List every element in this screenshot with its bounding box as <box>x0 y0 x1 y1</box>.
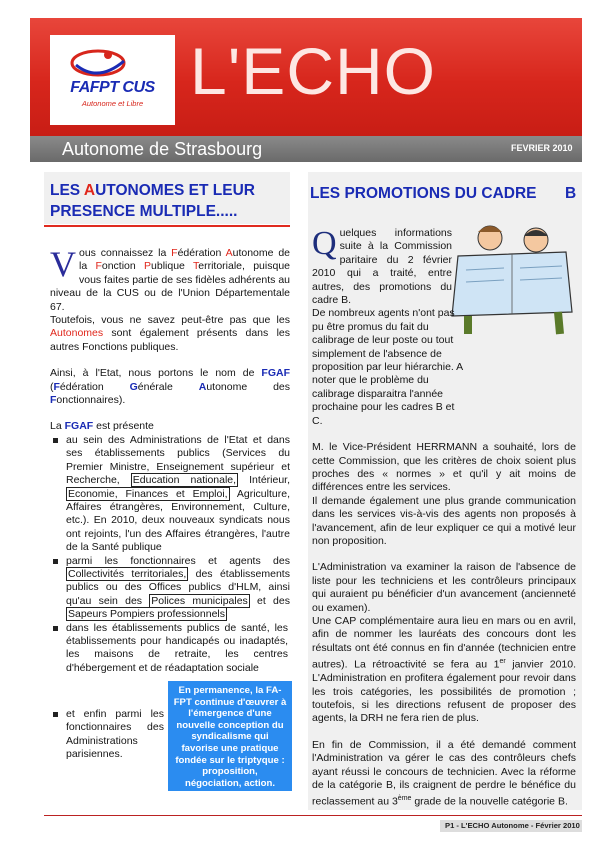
list-item: dans les établissements publics de santé, les établissements pour handicapés ou inadaptés, les maisons de retraite, les centres d'hébergement et de réadaptation sociale <box>50 622 290 676</box>
newsletter-subtitle: Autonome de Strasbourg <box>62 139 263 159</box>
presence-list <box>50 434 290 675</box>
newsletter-title: L'ECHO <box>190 34 436 108</box>
right-paragraph-5: Une CAP complémentaire aura lieu en mars ou en avril, afin de nommer les lauréats des concours dont les résultats ont été connus en fin d'année (technicien entre autres). La rétroactivité se fera au 1er janvier 2010. L'Administration en profitera également pour revoir dans les trois catégories, les possibilités de promotion ; toutefois, si les directions refusent de proposer des agents, la DRH ne fera rien de plus. <box>312 614 577 725</box>
left-last-bullet <box>50 708 164 762</box>
left-article-body <box>50 244 290 675</box>
right-paragraph-4: L'Administration va examiner la raison de l'absence de liste pour les techniciens et les contrôleurs principaux qui auraient pu bénéficier d'un avancement (ancienneté ou examen). <box>312 561 576 614</box>
paragraph-2: Toutefois, vous ne savez peut-être pas que les Autonomes sont également présents dans les autres Fonctions publiques. <box>50 314 290 353</box>
logo-tagline: Autonome et Libre <box>81 99 144 108</box>
right-article-body <box>312 227 576 809</box>
paragraph-3: Ainsi, à l'Etat, nous portons le nom de FGAF (Fédération Générale Autonome des Fonctionnaires). <box>50 367 290 407</box>
left-heading: LES AUTONOMES ET LEUR PRESENCE MULTIPLE..... <box>50 182 255 220</box>
logo <box>50 35 175 125</box>
list-intro: La FGAF est présente <box>50 420 154 433</box>
right-heading: LES PROMOTIONS DU CADRE <box>310 185 537 202</box>
callout-box: En permanence, la FA-FPT continue d'œuvrer à l'émergence d'une nouvelle conception du syndicalisme qui favorise une pratique fondée sur le triptyque : proposition, négociation, action. <box>168 681 292 791</box>
list-item: parmi les fonctionnaires et agents des Collectivités territoriales, des établissements publics ou des Offices publics d'HLM, ainsi qu'au sein des Polices municipales et des Sapeurs Pompiers professionnels <box>50 555 290 622</box>
left-heading-underline <box>44 225 290 227</box>
right-paragraph-2: M. le Vice-Président HERRMANN a souhaité, lors de cette Commission, que les critères de choix soient plus proches des « normes » et qu'il y ait moins de différences entre les services. <box>312 441 576 494</box>
issue-date: FEVRIER 2010 <box>511 143 573 153</box>
right-paragraph-3: Il demande également une plus grande communication dans les services vis-à-vis des agents non proposés à l'avancement, afin de leur expliquer ce qui a motivé leur non proposition. <box>312 494 576 547</box>
right-paragraph-1b: De nombreux agents n'ont pas pu être promus du fait du calibrage de leur poste ou tout simplement de l'absence de proposition par leur hiérarchie. A noter que le problème du calibrage disparaitra l'année prochaine pour les cadres B et C. <box>312 307 463 427</box>
page-footer: P1 - L'ECHO Autonome - Février 2010 <box>445 821 580 830</box>
footer-rule <box>44 815 582 816</box>
right-heading-letter: B <box>565 185 577 202</box>
logo-name: FAFPT CUS <box>70 79 155 96</box>
intro-paragraph: Vous connaissez la Fédération Autonome de la Fonction Publique Territoriale, puisque vous faites partie de ses fidèles adhérents au niveau de la CUS ou de l'Union Départementale 67. <box>50 244 290 313</box>
list-item: au sein des Administrations de l'Etat et dans ses établissements publics (Services du Premier Ministre, Enseignement supérieur et Recherche, Education nationale, Intérieur, Economie, Finances et Emploi, Agriculture, Affaires étrangères, Environnement, Culture, etc.). En 2010, deux nouveaux syndicats nous ont rejoints, l'un des Affaires étrangères, l'autre de la Santé publique <box>50 434 290 555</box>
list-item: et enfin parmi les fonctionnaires des Administrations parisiennes. <box>50 708 164 762</box>
right-paragraph-1: Q uelques informations suite à la Commission paritaire du 2 février 2010 qui a traité, entre autres, des promotions du cadre B. <box>312 225 452 307</box>
right-paragraph-6: En fin de Commission, il a été demandé comment l'Administration va gérer le cas des contrôleurs chefs ayant réussi le concours de technicien. Avec la réforme de la catégorie B, ils craignent de perdre le bénéfice du reclassement au 3ème grade de la nouvelle catégorie B. <box>312 738 576 808</box>
